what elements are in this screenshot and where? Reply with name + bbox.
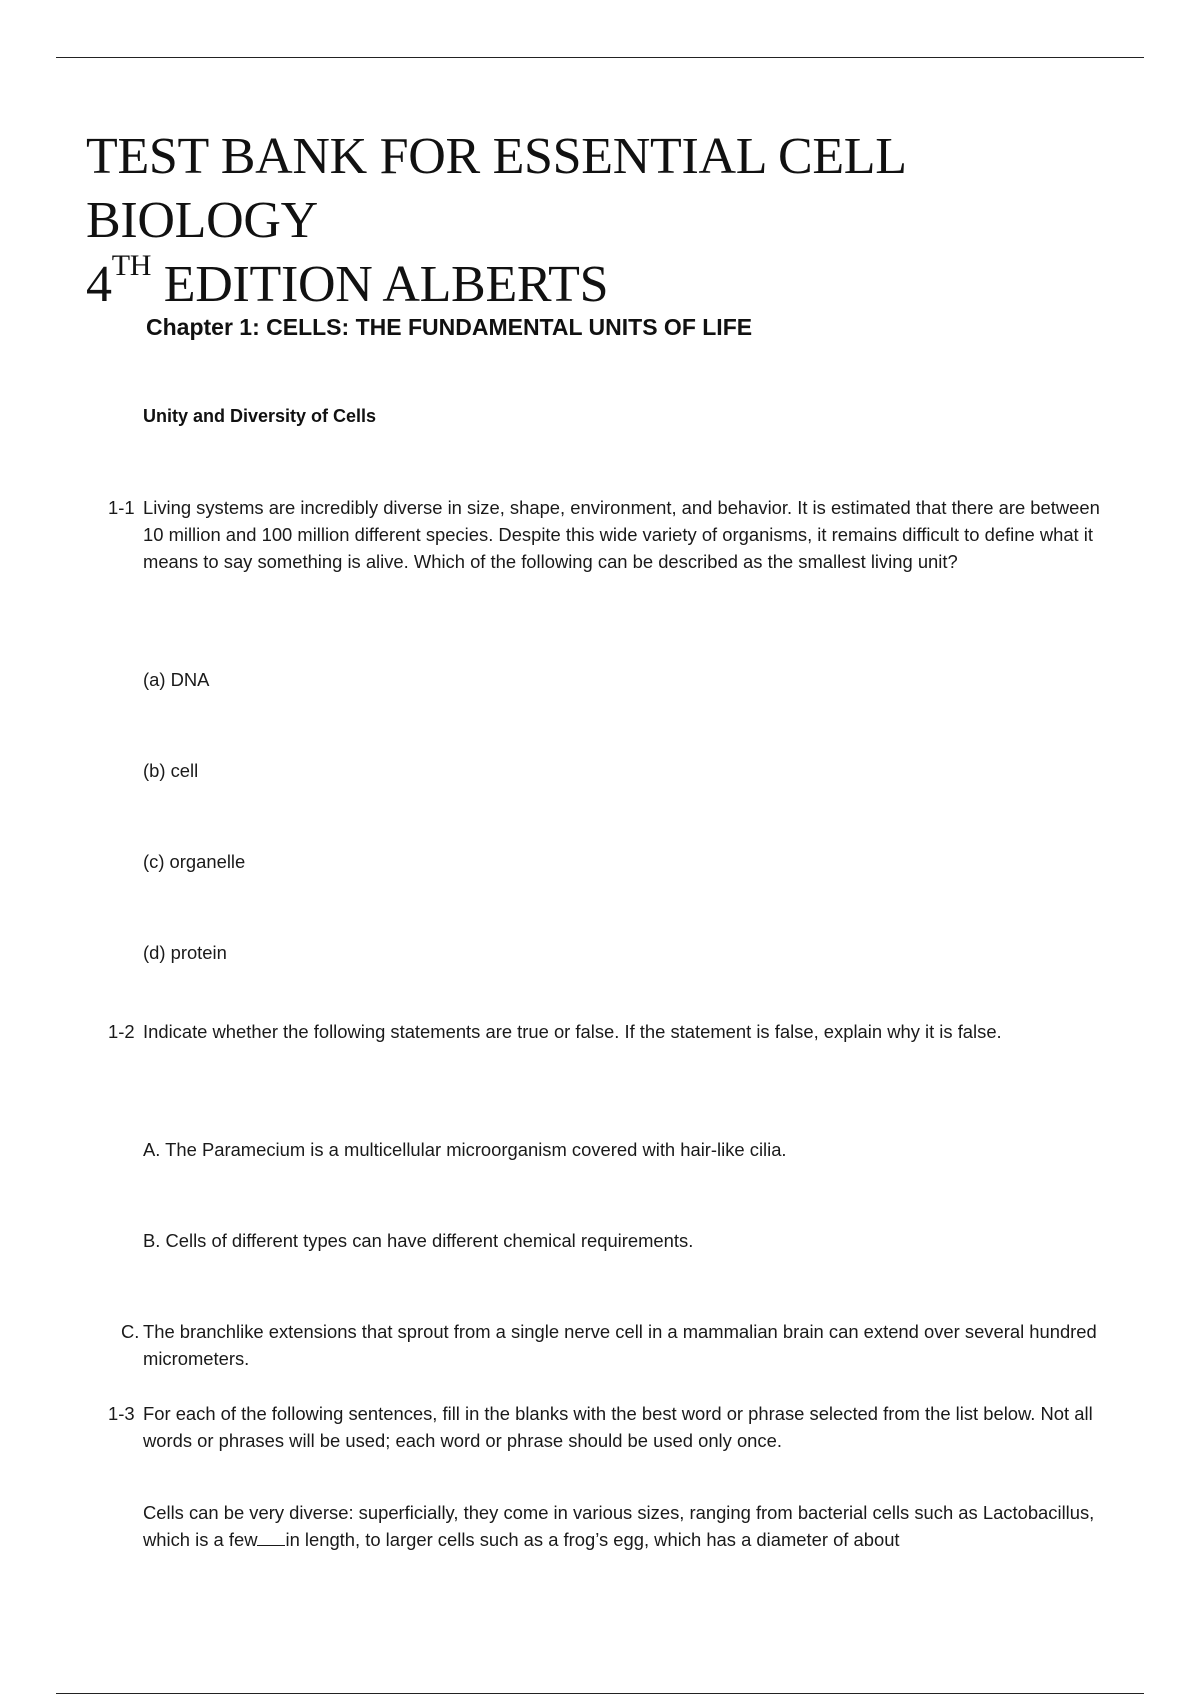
fill-in-blank (257, 1530, 285, 1546)
question-text: Indicate whether the following statements are true or false. If the statement is false, explain why it is false. (143, 1021, 1002, 1042)
question-text: Living systems are incredibly diverse in size, shape, environment, and behavior. It is estimated that there are between 10 million and 100 million different species. Despite this wide variety of organisms, it remains difficult to define what it means to say something is alive. Which of the following can be described as the smallest living unit? (143, 497, 1100, 572)
title-line-2: EDITION ALBERTS (151, 256, 609, 313)
statement-c-letter: C. (121, 1321, 140, 1342)
title-line-1: TEST BANK FOR ESSENTIAL CELL BIOLOGY (86, 128, 905, 249)
question-1-3 (108, 1400, 1108, 1454)
document-title (86, 125, 1146, 317)
question-text: For each of the following sentences, fill in the blanks with the best word or phrase selected from the list below. Not all words or phrases will be used; each word or phrase should be used only once. (143, 1403, 1093, 1451)
question-1-2 (108, 1018, 1108, 1045)
question-number: 1-2 (108, 1021, 135, 1042)
edition-number: 4 (86, 256, 112, 313)
chapter-heading: Chapter 1: CELLS: THE FUNDAMENTAL UNITS OF LIFE (146, 314, 753, 340)
option-d: (d) protein (143, 942, 227, 963)
question-number: 1-1 (108, 497, 135, 518)
edition-suffix: TH (111, 249, 152, 282)
paragraph-before-blank: Cells can be very diverse: superficially, they come in various sizes, ranging from bacterial cells such as Lactobacillus, which is a few (143, 1502, 1095, 1550)
statement-a: A. The Paramecium is a multicellular microorganism covered with hair-like cilia. (143, 1139, 787, 1160)
fill-in-paragraph (143, 1499, 1103, 1553)
option-b: (b) cell (143, 760, 199, 781)
question-number: 1-3 (108, 1403, 135, 1424)
option-c: (c) organelle (143, 851, 246, 872)
option-a: (a) DNA (143, 669, 210, 690)
top-divider (56, 57, 1144, 58)
statement-b: B. Cells of different types can have different chemical requirements. (143, 1230, 694, 1251)
bottom-divider (56, 1693, 1144, 1694)
paragraph-after-blank: in length, to larger cells such as a frog’s egg, which has a diameter of about (285, 1529, 900, 1550)
statement-c (121, 1318, 1101, 1372)
statement-c-text: The branchlike extensions that sprout from a single nerve cell in a mammalian brain can extend over several hundred micrometers. (143, 1321, 1097, 1369)
section-heading: Unity and Diversity of Cells (143, 406, 377, 426)
question-1-1 (108, 494, 1108, 575)
